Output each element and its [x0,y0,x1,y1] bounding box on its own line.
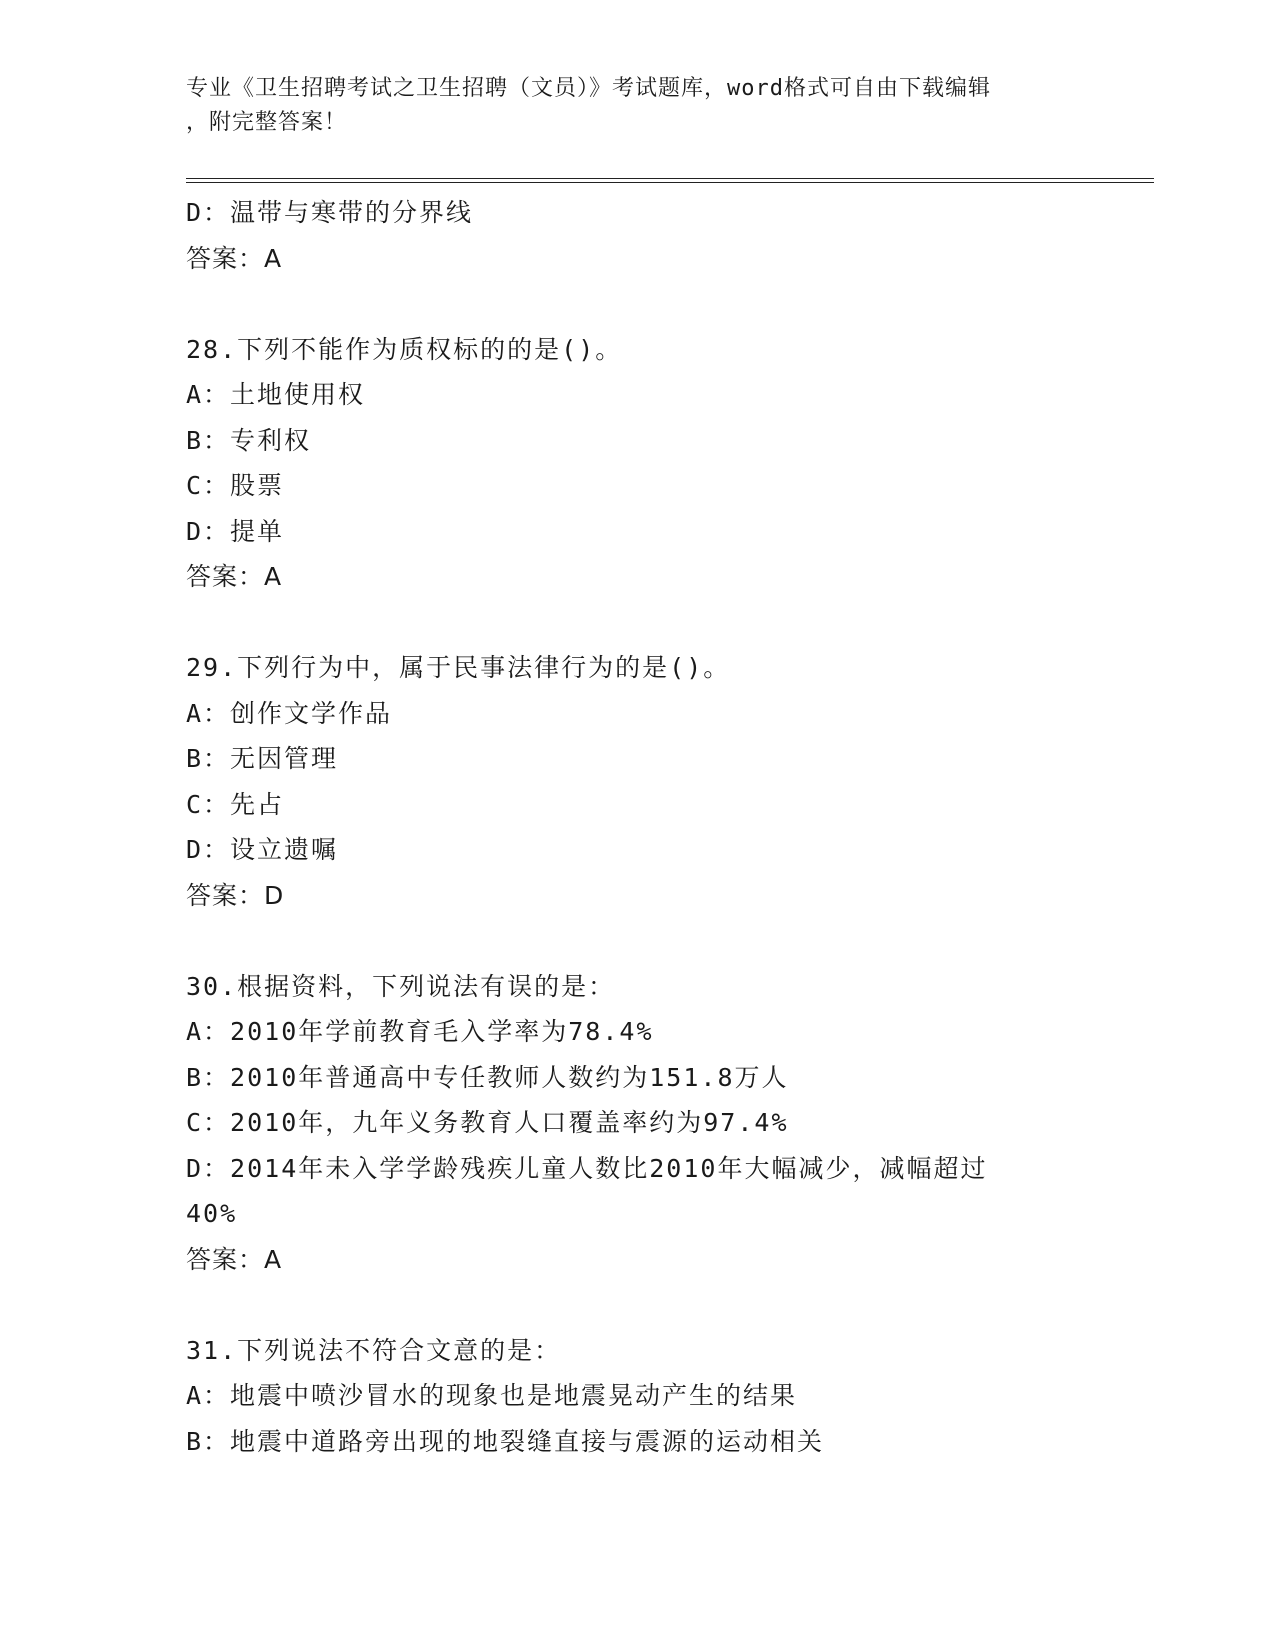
option-d: D：2014年未入学学龄残疾儿童人数比2010年大幅减少，减幅超过 [186,1153,988,1183]
header-line-1: 专业《卫生招聘考试之卫生招聘（文员）》考试题库，word格式可自由下载编辑 [186,76,991,101]
question-stem: 30.根据资料，下列说法有误的是： [186,971,616,1001]
option-c: C：2010年，九年义务教育人口覆盖率约为97.4% [186,1108,789,1137]
spacer [186,918,1146,964]
answer-line: 答案：A [186,243,283,273]
question-stem: 28.下列不能作为质权标的的是()。 [186,334,623,364]
option-c: C：股票 [186,471,285,500]
option-d: D：温带与寒带的分界线 [186,198,474,227]
option-c: C：先占 [186,789,285,819]
spacer [186,281,1146,327]
option-b: B：地震中道路旁出现的地裂缝直接与震源的运动相关 [186,1426,825,1456]
answer-line: 答案：A [186,1244,283,1274]
document-header [186,72,1066,140]
option-b: B：专利权 [186,425,312,455]
option-b: B：无因管理 [186,744,339,773]
answer-line: 答案：D [186,880,285,910]
option-a: A：创作文学作品 [186,698,393,728]
spacer [186,1282,1146,1328]
question-stem: 31.下列说法不符合文意的是： [186,1335,562,1365]
spacer [186,600,1146,646]
question-stem: 29.下列行为中，属于民事法律行为的是()。 [186,653,731,682]
option-d: D：设立遗嘱 [186,835,339,864]
option-d-continuation: 40% [186,1199,238,1228]
option-b: B：2010年普通高中专任教师人数约为151.8万人 [186,1062,789,1092]
option-a: A：土地使用权 [186,380,366,409]
option-d: D：提单 [186,516,285,546]
option-a: A：2010年学前教育毛入学率为78.4% [186,1017,654,1046]
header-line-2: ，附完整答案！ [186,110,348,135]
question-list [186,190,1146,1464]
header-divider [186,178,1154,183]
option-a: A：地震中喷沙冒水的现象也是地震晃动产生的结果 [186,1381,798,1410]
answer-line: 答案：A [186,562,283,591]
